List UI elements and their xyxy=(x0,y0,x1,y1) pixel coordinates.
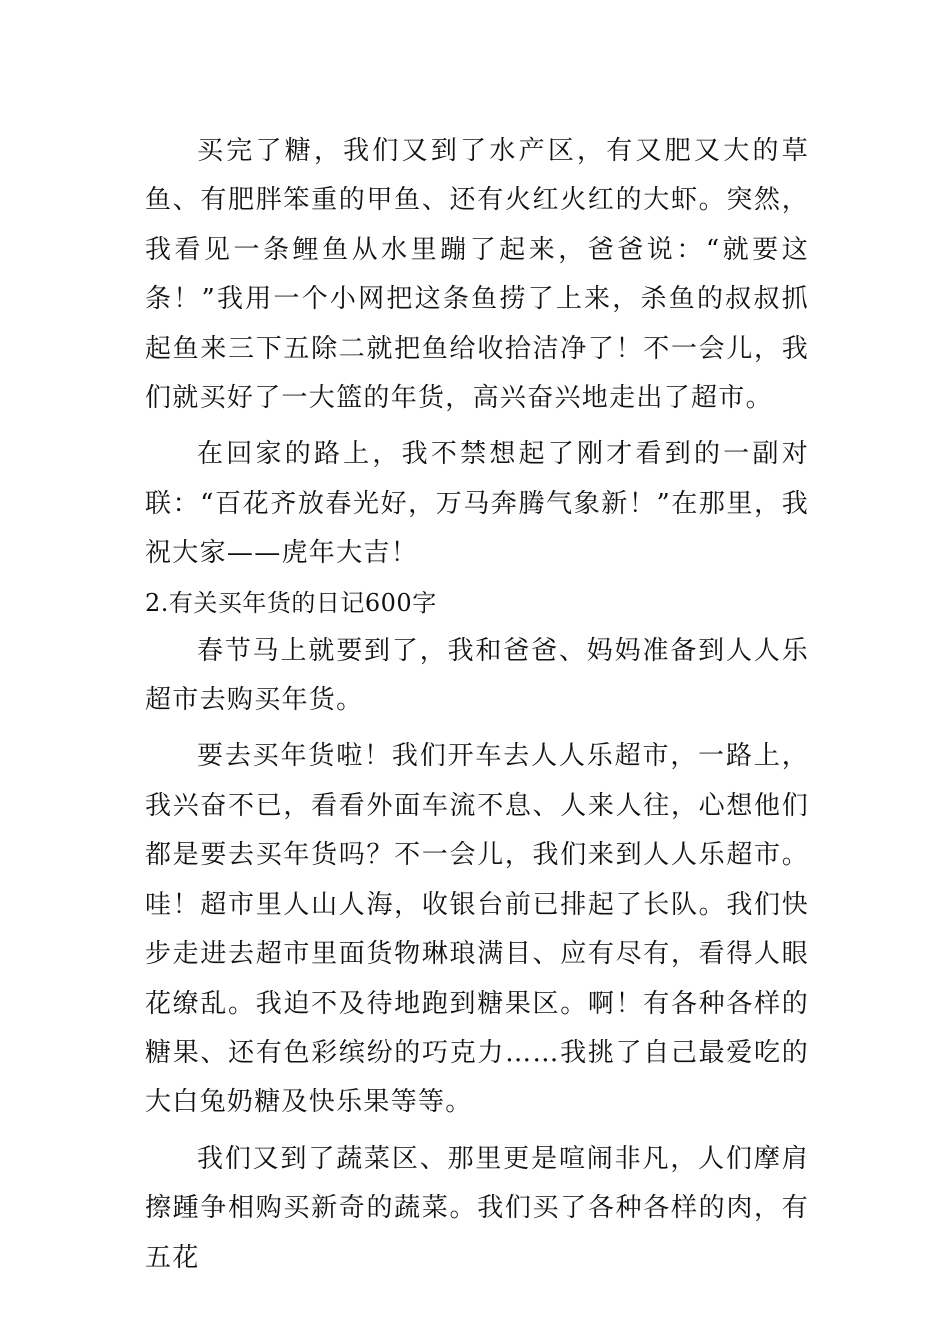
paragraph-intro: 春节马上就要到了，我和爸爸、妈妈准备到人人乐超市去购买年货。 xyxy=(145,635,809,716)
paragraph-couplet: 在回家的路上，我不禁想起了刚才看到的一副对联：“百花齐放春光好，万马奔腾气象新！”在那里，我祝大家——虎年大吉！ xyxy=(145,439,809,569)
paragraph-supermarket: 要去买年货啦！我们开车去人人乐超市，一路上，我兴奋不已，看看外面车流不息、人来人往，心想他们都是要去买年货吗？不一会儿，我们来到人人乐超市。哇！超市里人山人海，收银台前已排起了长队。我们快步走进去超市里面货物琳琅满目、应有尽有，看得人眼花缭乱。我迫不及待地跑到糖果区。啊！有各种各样的糖果、还有色彩缤纷的巧克力……我挑了自己最爱吃的大白兔奶糖及快乐果等等。 xyxy=(145,741,809,1118)
paragraph-fish-market: 买完了糖，我们又到了水产区，有又肥又大的草鱼、有肥胖笨重的甲鱼、还有火红火红的大虾。突然，我看见一条鲤鱼从水里蹦了起来，爸爸说：“就要这条！”我用一个小网把这条鱼捞了上来，杀鱼的叔叔抓起鱼来三下五除二就把鱼给收拾洁净了！不一会儿，我们就买好了一大篮的年货，高兴奋兴地走出了超市。 xyxy=(145,136,809,414)
section-heading: 2.有关买年货的日记600字 xyxy=(145,588,437,617)
paragraph-vegetables: 我们又到了蔬菜区、那里更是喧闹非凡，人们摩肩擦踵争相购买新奇的蔬菜。我们买了各种各样的肉，有五花 xyxy=(145,1143,809,1273)
document-body xyxy=(145,127,809,1290)
